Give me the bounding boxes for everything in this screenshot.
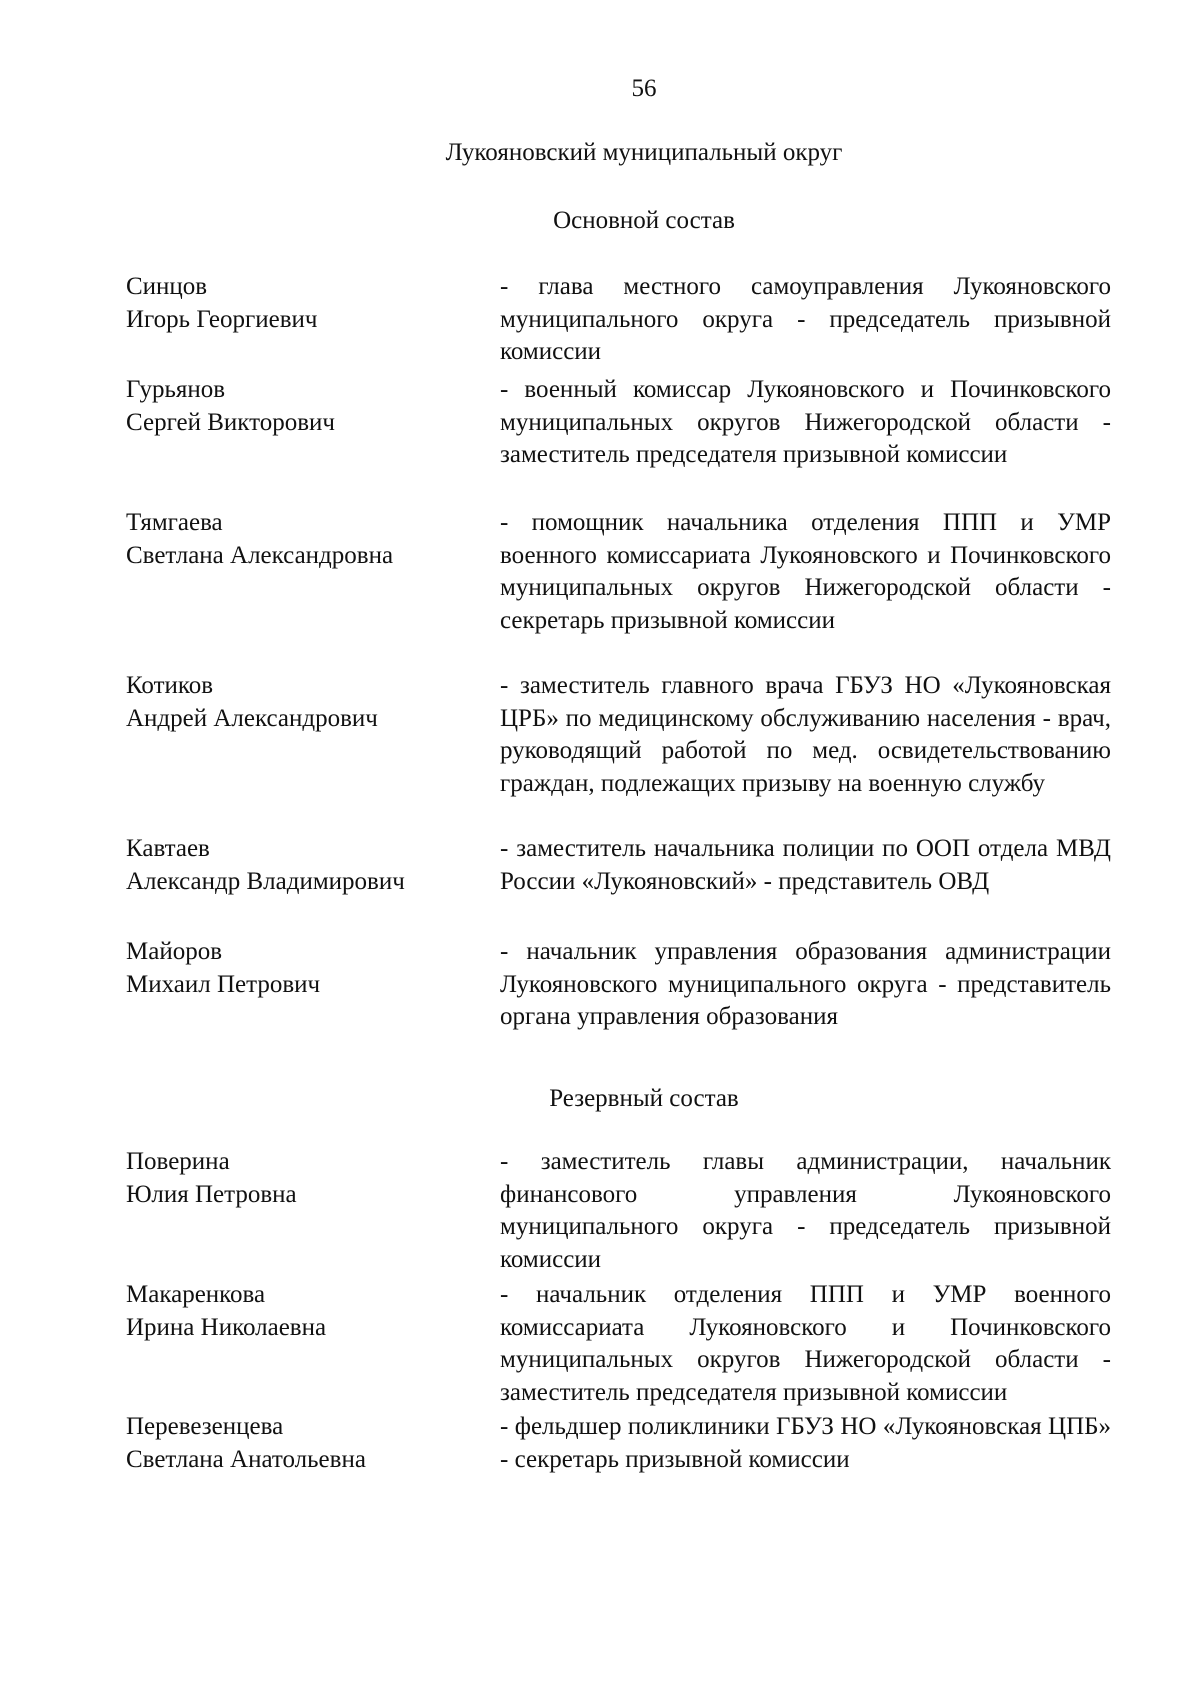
district-title: Лукояновский муниципальный округ <box>445 139 843 166</box>
page-number: 56 <box>631 75 657 102</box>
member-role: - заместитель начальника полиции по ООП отдела МВД России «Лукояновский» - представитель ОВД <box>500 835 1111 895</box>
member-surname: Синцов <box>126 273 208 300</box>
member-role: - начальник управления образования администрации Лукояновского муниципального округа - представитель органа управления образования <box>500 938 1111 1030</box>
member-given-names: Андрей Александрович <box>126 704 378 732</box>
member-given-names: Юлия Петровна <box>126 1180 297 1208</box>
member-surname: Тямгаева <box>126 509 223 536</box>
member-given-names: Ирина Николаевна <box>126 1313 327 1341</box>
member-given-names: Игорь Георгиевич <box>126 305 318 333</box>
member-role: - военный комиссар Лукояновского и Починковского муниципальных округов Нижегородской области - заместитель председателя призывной комиссии <box>500 376 1111 468</box>
member-name <box>126 507 486 572</box>
member-role: - заместитель главного врача ГБУЗ НО «Лукояновская ЦРБ» по медицинскому обслуживанию населения - врач, руководящий работой по мед. освидетельствованию граждан, подлежащих призыву на военную службу <box>500 672 1111 797</box>
member-role: - фельдшер поликлиники ГБУЗ НО «Лукояновская ЦПБ» - секретарь призывной комиссии <box>500 1413 1111 1473</box>
member-surname: Поверина <box>126 1148 230 1175</box>
member-surname: Перевезенцева <box>126 1413 284 1440</box>
member-surname: Макаренкова <box>126 1281 266 1308</box>
member-given-names: Сергей Викторович <box>126 408 335 436</box>
member-name <box>126 374 486 439</box>
member-given-names: Светлана Александровна <box>126 541 394 569</box>
member-role: - глава местного самоуправления Лукояновского муниципального округа - председатель призывной комиссии <box>500 273 1111 365</box>
member-surname: Гурьянов <box>126 376 226 403</box>
member-given-names: Светлана Анатольевна <box>126 1445 366 1473</box>
member-given-names: Александр Владимирович <box>126 867 405 895</box>
member-surname: Кавтаев <box>126 835 210 862</box>
member-name <box>126 670 486 735</box>
member-role: - заместитель главы администрации, начальник финансового управления Лукояновского муниципального округа - председатель призывной комиссии <box>500 1148 1111 1273</box>
member-name <box>126 1279 486 1344</box>
member-given-names: Михаил Петрович <box>126 970 321 998</box>
main-section-title: Основной состав <box>553 207 735 234</box>
member-name <box>126 1146 486 1211</box>
member-surname: Котиков <box>126 672 214 699</box>
reserve-section-title: Резервный состав <box>549 1085 739 1112</box>
member-name <box>126 833 486 898</box>
member-name <box>126 271 486 336</box>
member-name <box>126 1411 486 1476</box>
member-role: - помощник начальника отделения ППП и УМР военного комиссариата Лукояновского и Починковского муниципальных округов Нижегородской области - секретарь призывной комиссии <box>500 509 1111 634</box>
member-name <box>126 936 486 1001</box>
member-surname: Майоров <box>126 938 223 965</box>
member-role: - начальник отделения ППП и УМР военного комиссариата Лукояновского и Починковского муниципальных округов Нижегородской области - заместитель председателя призывной комиссии <box>500 1281 1111 1406</box>
